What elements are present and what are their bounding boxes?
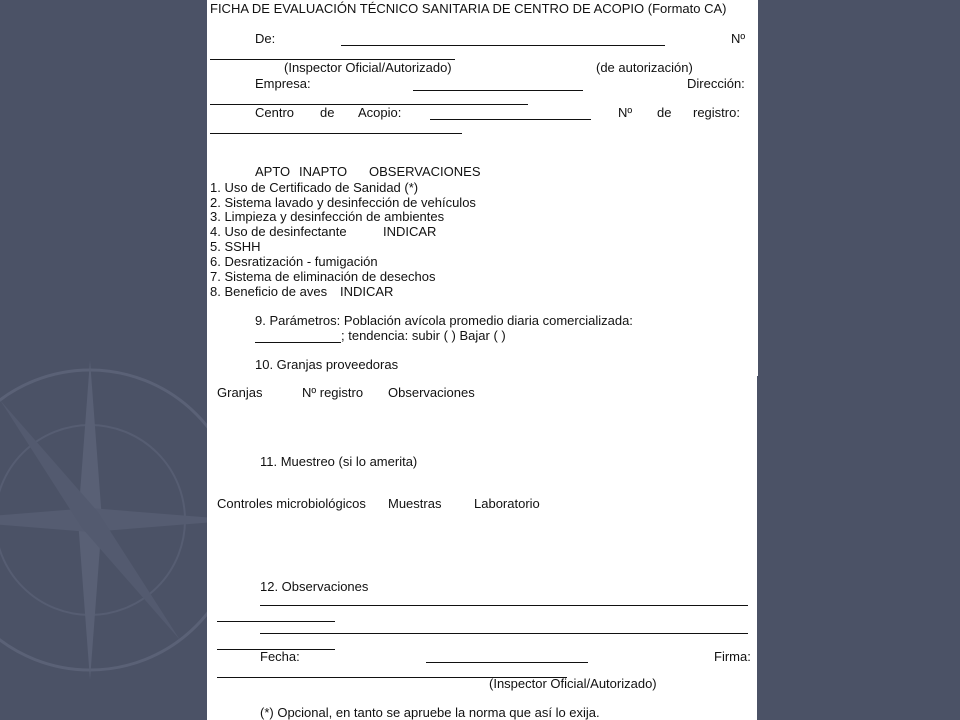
footnote: (*) Opcional, en tanto se apruebe la norma que así lo exija. [260,705,600,720]
form-page-edge [756,0,758,376]
form-page-bottom [207,372,757,720]
checklist-item: 8. Beneficio de aves [210,284,328,299]
firma-label: Firma: [714,649,751,664]
acopio-label: Acopio: [358,105,402,120]
de-field[interactable] [341,45,665,46]
granjas-section-title: 10. Granjas proveedoras [255,357,399,372]
centro-de-word: de [320,105,335,120]
col-observaciones: Observaciones [388,385,475,400]
inspector-caption: (Inspector Oficial/Autorizado) [284,60,452,75]
col-granjas: Granjas [217,385,263,400]
checklist-item: 1. Uso de Certificado de Sanidad (*) [210,180,419,195]
centro-acopio-field[interactable] [430,119,591,120]
header-inapto: INAPTO [299,164,348,179]
col-muestras: Muestras [388,496,442,511]
direccion-label: Dirección: [687,76,745,91]
indicar-desinfectante: INDICAR [383,224,437,239]
fecha-field[interactable] [426,662,588,663]
muestreo-section-title: 11. Muestreo (si lo amerita) [260,454,418,469]
observaciones-line-1[interactable] [260,605,748,606]
checklist-item: 6. Desratización - fumigación [210,254,378,269]
checklist-item: 2. Sistema lavado y desinfección de vehículos [210,195,476,210]
parametros-field[interactable] [255,342,341,343]
observaciones-section-title: 12. Observaciones [260,579,369,594]
registro-label: registro: [693,105,740,120]
indicar-beneficio: INDICAR [340,284,394,299]
fecha-label: Fecha: [260,649,300,664]
checklist-item: 4. Uso de desinfectante [210,224,347,239]
col-laboratorio: Laboratorio [474,496,540,511]
registro-no-label: Nº [618,105,633,120]
tendencia-label: ; tendencia: subir ( ) Bajar ( ) [341,328,506,343]
col-registro: Nº registro [302,385,364,400]
header-apto: APTO [255,164,291,179]
centro-label: Centro [255,105,295,120]
empresa-field[interactable] [413,90,583,91]
de-label: De: [255,31,276,46]
observaciones-line-2[interactable] [260,633,748,634]
col-controles: Controles microbiológicos [217,496,366,511]
parametros-label: 9. Parámetros: Población avícola promedio diaria comercializada: [255,313,633,328]
checklist-item: 3. Limpieza y desinfección de ambientes [210,209,445,224]
inspector-caption-2: (Inspector Oficial/Autorizado) [489,676,657,691]
registro-de-label: de [657,105,672,120]
header-observaciones: OBSERVACIONES [369,164,481,179]
observaciones-line-1-cont[interactable] [217,621,335,622]
empresa-label: Empresa: [255,76,311,91]
registro-field[interactable] [210,133,462,134]
autorizacion-caption: (de autorización) [596,60,693,75]
form-title: FICHA DE EVALUACIÓN TÉCNICO SANITARIA DE CENTRO DE ACOPIO (Formato CA) [210,1,727,16]
checklist-item: 5. SSHH [210,239,261,254]
no-autorizacion-label: Nº [731,31,746,46]
checklist-item: 7. Sistema de eliminación de desechos [210,269,436,284]
